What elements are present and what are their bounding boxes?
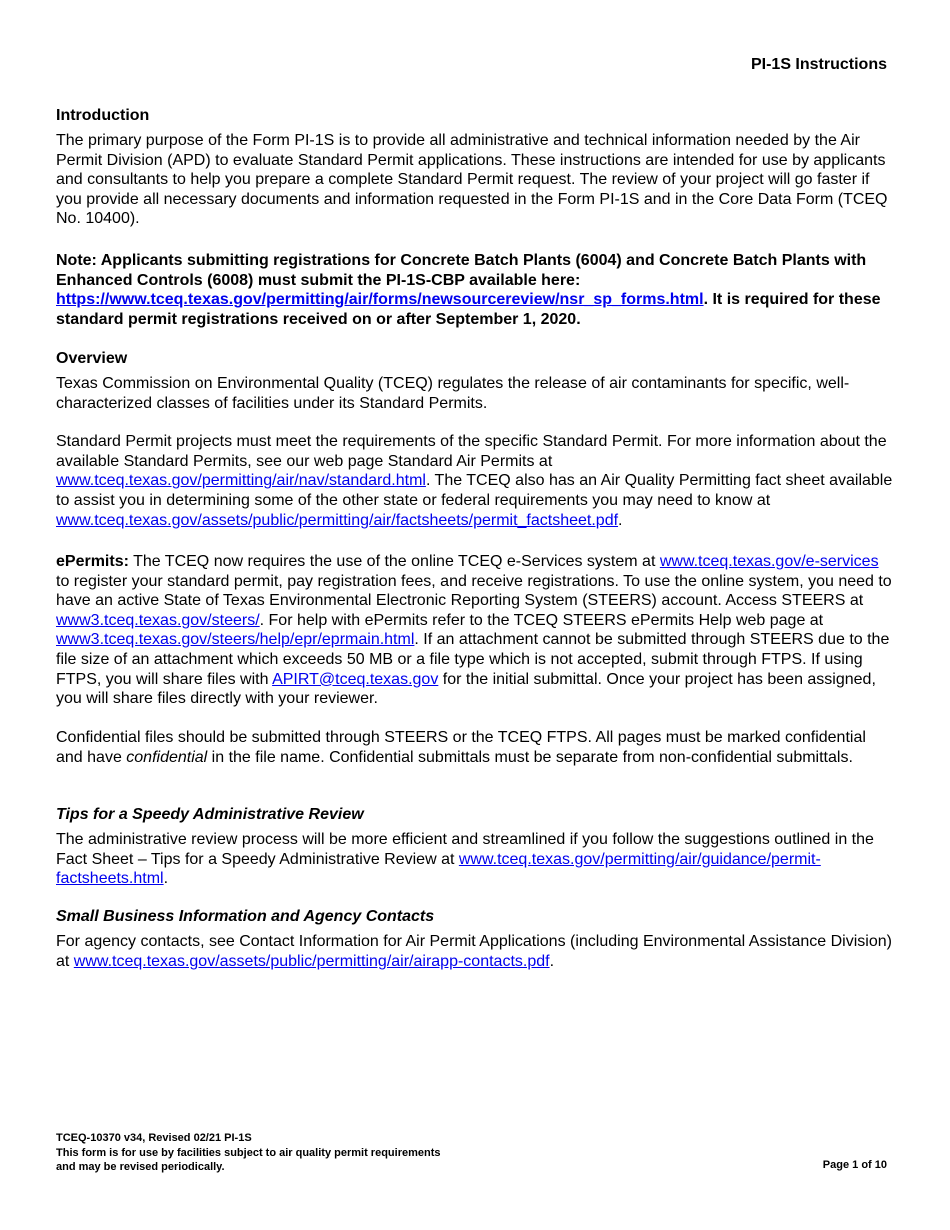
airapp-contacts-link[interactable]: www.tceq.texas.gov/assets/public/permitting/air/airapp-contacts.pdf bbox=[73, 952, 550, 970]
standard-permits-link[interactable]: www.tceq.texas.gov/permitting/air/nav/standard.html bbox=[56, 472, 426, 490]
tips-heading: Tips for a Speedy Administrative Review bbox=[56, 806, 364, 823]
permit-factsheet-link[interactable]: www.tceq.texas.gov/assets/public/permitting/air/factsheets/permit_factsheet.pdf bbox=[56, 511, 619, 529]
overview-section bbox=[56, 349, 896, 530]
epermits-label: ePermits: bbox=[56, 553, 129, 570]
steers-link[interactable]: www3.tceq.texas.gov/steers/ bbox=[56, 611, 260, 629]
overview-paragraph-2 bbox=[56, 432, 896, 530]
small-business-text-b: . bbox=[549, 952, 555, 970]
overview-heading: Overview bbox=[56, 350, 128, 367]
small-business-text-a: For agency contacts, see Contact Information for Air Permit Applications (including Environmental Assistance Division) at bbox=[56, 933, 892, 970]
page-footer bbox=[56, 1131, 440, 1175]
confidential-paragraph bbox=[56, 728, 896, 767]
overview-text-b: . The TCEQ also has an Air Quality Permitting fact sheet available to assist you in determining some of the other state or federal requirements you may need to know at bbox=[56, 472, 893, 509]
epermits-text-d: . If an attachment cannot be submitted through STEERS due to the file size of an attachment which exceeds 50 MB or a file type which is not accepted, submit through FTPS. If using FTPS, you will share files with bbox=[56, 631, 890, 688]
confidential-italic: confidential bbox=[126, 748, 208, 766]
overview-paragraph-1: Texas Commission on Environmental Quality (TCEQ) regulates the release of air contaminants for specific, well-characterized classes of facilities under its Standard Permits. bbox=[56, 375, 850, 412]
small-business-paragraph bbox=[56, 932, 896, 971]
epermits-text-a: The TCEQ now requires the use of the online TCEQ e-Services system at bbox=[128, 553, 660, 570]
nsr-sp-forms-link[interactable]: https://www.tceq.texas.gov/permitting/air/forms/newsourcereview/nsr_sp_forms.html bbox=[56, 291, 704, 309]
note-tail: . It is required for these standard permit registrations received on or after September 1, 2020. bbox=[56, 291, 881, 328]
small-business-heading: Small Business Information and Agency Contacts bbox=[56, 908, 435, 925]
confidential-text-a: Confidential files should be submitted through STEERS or the TCEQ FTPS. All pages must be marked confidential and have bbox=[56, 729, 866, 766]
introduction-heading: Introduction bbox=[56, 107, 150, 124]
small-business-section bbox=[56, 907, 896, 971]
introduction-paragraph: The primary purpose of the Form PI-1S is to provide all administrative and technical information needed by the Air Permit Division (APD) to evaluate Standard Permit applications. These instructions are intended for use by applicants and consultants to help you prepare a complete Standard Permit request. The review of your project will go faster if you provide all necessary documents and information requested in the Form PI-1S and in the Core Data Form (TCEQ No. 10400). bbox=[56, 132, 888, 228]
footer-usage-note-2: and may be revised periodically. bbox=[56, 1161, 225, 1173]
epermits-text-c: . For help with ePermits refer to the TCEQ STEERS ePermits Help web page at bbox=[259, 611, 824, 629]
apirt-email-link[interactable]: APIRT@tceq.texas.gov bbox=[272, 670, 439, 688]
overview-text-c: . bbox=[618, 511, 623, 529]
page-number: Page 1 of 10 bbox=[822, 1159, 887, 1171]
steers-help-link[interactable]: www3.tceq.texas.gov/steers/help/epr/eprmain.html bbox=[56, 631, 415, 649]
epermits-text-e: for the initial submittal. Once your project has been assigned, you will share files directly with your reviewer. bbox=[56, 670, 876, 708]
introduction-section bbox=[56, 106, 896, 229]
permit-factsheets-link[interactable]: www.tceq.texas.gov/permitting/air/guidance/permit-factsheets.html bbox=[56, 850, 821, 888]
tips-section bbox=[56, 805, 896, 889]
tips-text-b: . bbox=[163, 870, 169, 888]
note-section bbox=[56, 251, 896, 329]
confidential-section bbox=[56, 728, 896, 767]
confidential-text-b: in the file name. Confidential submittals must be separate from non-confidential submittals. bbox=[207, 748, 853, 766]
footer-usage-note-1: This form is for use by facilities subject to air quality permit requirements bbox=[56, 1146, 441, 1159]
eservices-link[interactable]: www.tceq.texas.gov/e-services bbox=[659, 553, 879, 570]
footer-form-id: TCEQ-10370 v34, Revised 02/21 PI-1S bbox=[56, 1132, 252, 1144]
epermits-text-b: to register your standard permit, pay registration fees, and receive registrations. To use the online system, you need to have an active State of Texas Environmental Electronic Reporting System (STEERS) account. Access STEERS at bbox=[56, 572, 892, 610]
overview-text-a: Standard Permit projects must meet the requirements of the specific Standard Permit. For more information about the available Standard Permits, see our web page Standard Air Permits at bbox=[56, 433, 887, 470]
epermits-paragraph bbox=[56, 552, 896, 709]
page-header-title: PI-1S Instructions bbox=[750, 56, 887, 73]
tips-paragraph bbox=[56, 830, 896, 889]
note-paragraph bbox=[56, 251, 896, 329]
tips-text-a: The administrative review process will be more efficient and streamlined if you follow the suggestions outlined in the Fact Sheet – Tips for a Speedy Administrative Review at bbox=[56, 831, 874, 868]
epermits-section bbox=[56, 552, 896, 709]
note-lead: Note: Applicants submitting registrations for Concrete Batch Plants (6004) and Concrete Batch Plants with Enhanced Controls (6008) must submit the PI-1S-CBP available here: bbox=[56, 252, 867, 289]
